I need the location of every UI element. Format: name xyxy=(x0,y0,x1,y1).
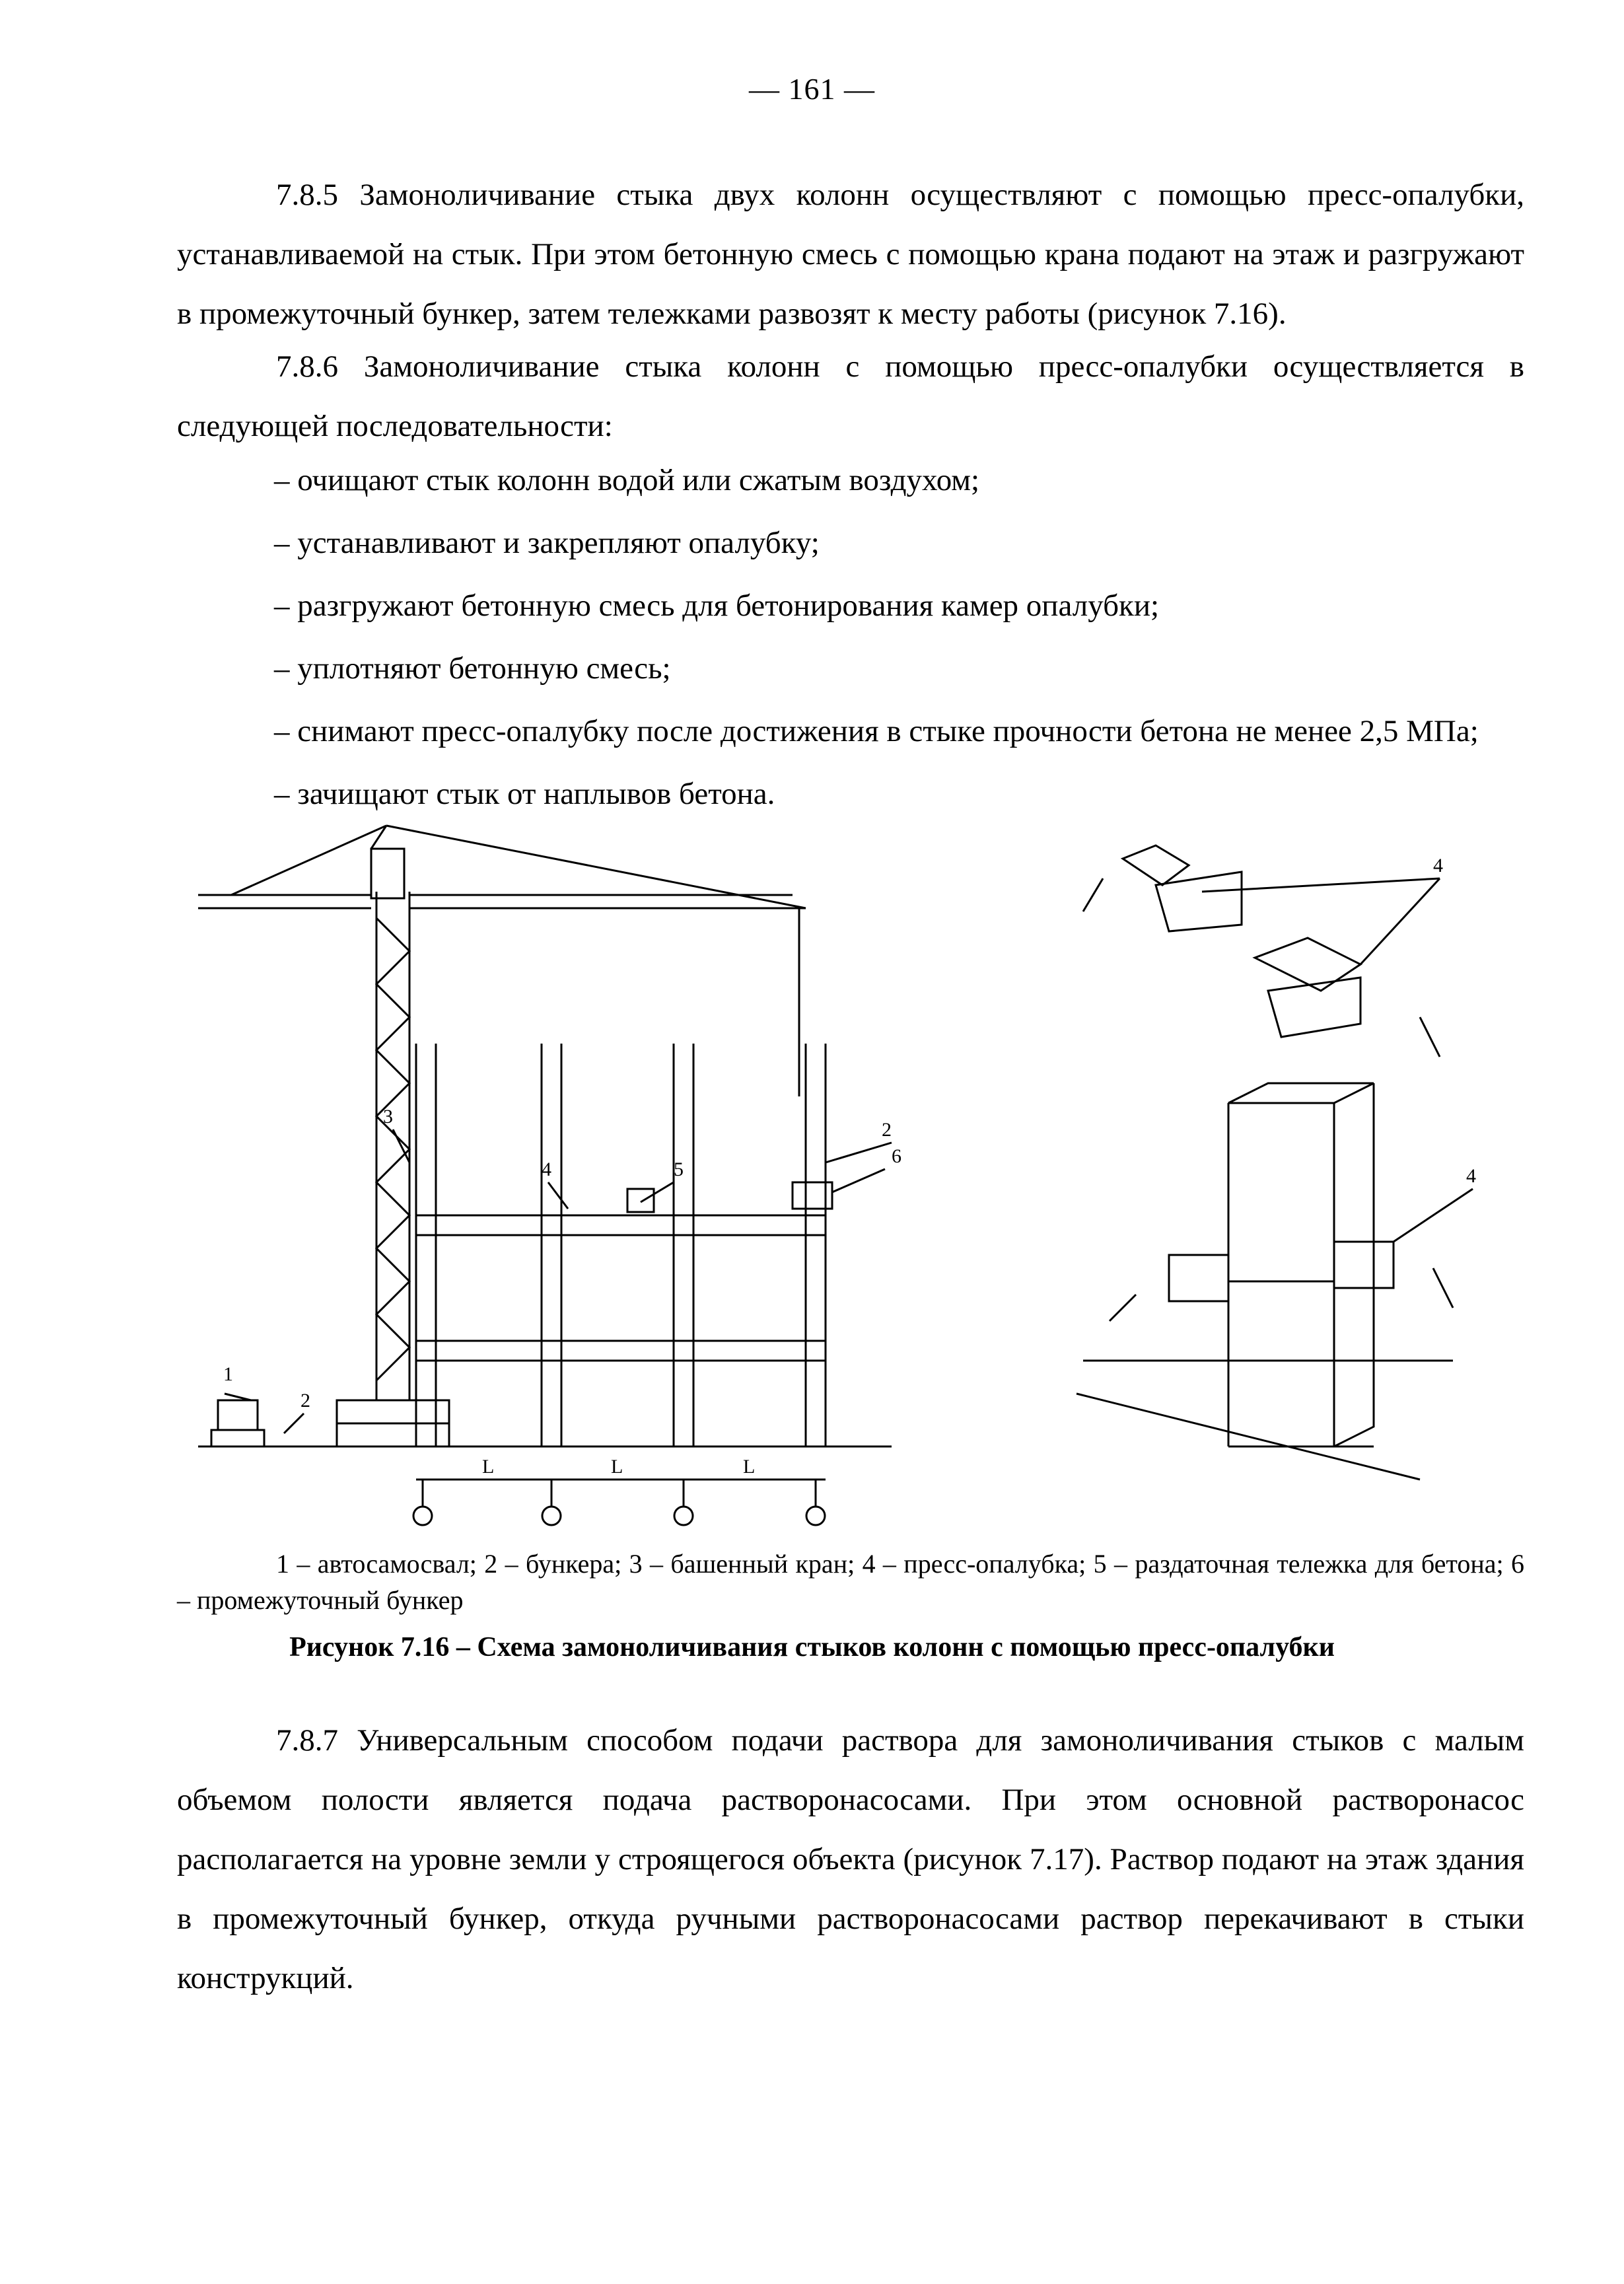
figure-legend xyxy=(177,1546,1524,1618)
paragraph-7-8-6 xyxy=(177,337,1524,456)
figure-legend-text: 1 – автосамосвал; 2 – бункера; 3 – башенный кран; 4 – пресс-опалубка; 5 – раздаточная тележка для бетона; 6 – промежуточный бункер xyxy=(177,1549,1524,1615)
paragraph-7-8-5 xyxy=(177,165,1524,343)
step-item: – снимают пресс-опалубку после достижения в стыке прочности бетона не менее 2,5 МПа; xyxy=(274,714,1479,748)
label-4: 4 xyxy=(542,1159,551,1180)
step-item: – очищают стык колонн водой или сжатым воздухом; xyxy=(274,463,980,497)
step-item: – уплотняют бетонную смесь; xyxy=(274,651,671,686)
label-5: 5 xyxy=(674,1159,684,1180)
step-item: – зачищают стык от наплывов бетона. xyxy=(274,777,775,811)
step-item: – разгружают бетонную смесь для бетонирования камер опалубки; xyxy=(274,589,1160,623)
label-2-top: 2 xyxy=(882,1119,892,1141)
press-formwork-detail xyxy=(1083,845,1440,1057)
step-item: – устанавливают и закрепляют опалубку; xyxy=(274,526,820,560)
paragraph-7-8-7-text: 7.8.7 Универсальным способом подачи раствора для замоноличивания стыков с малым объемом полости является подача растворонасосами. При этом основной растворонасос располагается на уровне земли у строящегося объекта (рисунок 7.17). Раствор подают на этаж здания в промежуточный бункер, откуда ручными растворонасосами раствор перекачивают в стыки конструкций. xyxy=(177,1723,1524,1995)
paragraph-7-8-6-text: 7.8.6 Замоноличивание стыка колонн с помощью пресс-опалубки осуществляется в следующей последовательности: xyxy=(177,349,1524,443)
figure-drawing xyxy=(198,819,1598,1546)
label-6: 6 xyxy=(892,1145,901,1167)
paragraph-7-8-7 xyxy=(177,1711,1524,2008)
label-4-joint: 4 xyxy=(1466,1165,1476,1187)
figure-caption: Рисунок 7.16 – Схема замоноличивания стыков колонн с помощью пресс-опалубки xyxy=(289,1632,1335,1662)
page-number: — 161 — xyxy=(749,72,875,106)
tower-crane xyxy=(198,826,806,1446)
span-label: L xyxy=(743,1456,756,1478)
construction-scheme xyxy=(198,826,1473,1525)
label-leaders xyxy=(225,878,1473,1433)
paragraph-7-8-5-text: 7.8.5 Замоноличивание стыка двух колонн осуществляют с помощью пресс-опалубки, устанавливаемой на стык. При этом бетонную смесь с помощью крана подают на этаж и разгружают в промежуточный бункер, затем тележками развозят к месту работы (рисунок 7.16). xyxy=(177,178,1524,331)
label-2: 2 xyxy=(300,1390,310,1411)
span-label: L xyxy=(611,1456,623,1478)
label-4-detail: 4 xyxy=(1433,855,1443,876)
building-frame xyxy=(396,1044,892,1525)
span-label: L xyxy=(482,1456,495,1478)
dump-truck xyxy=(218,1400,258,1430)
figure-labels xyxy=(223,855,1476,1478)
steps-list xyxy=(274,449,1479,826)
column-joint-view xyxy=(1077,1083,1453,1480)
figure-7-16 xyxy=(198,819,1598,1546)
label-1: 1 xyxy=(223,1363,233,1385)
label-3: 3 xyxy=(383,1106,393,1127)
